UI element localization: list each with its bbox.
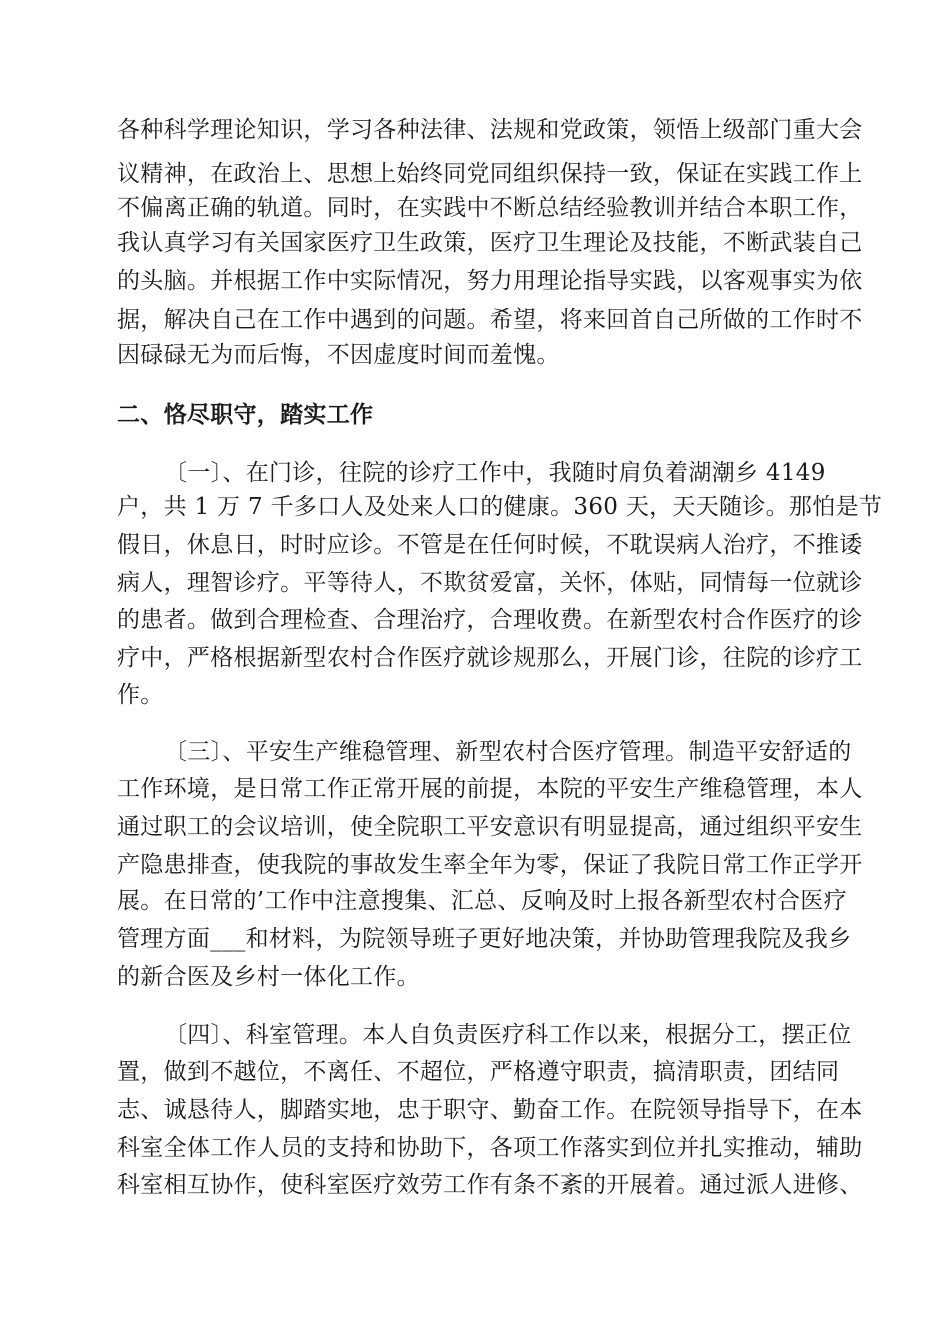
text-line: 置，做到不越位，不离任、不超位，严格遵守职责，搞清职责，团结同	[117, 1059, 840, 1085]
text-line: 户，共 1 万 7 千多口人及处来人口的健康。360 天，天天随诊。那怕是节	[117, 494, 883, 520]
text-line: 工作环境，是日常工作正常开展的前提，本院的平安生产维稳管理，本人	[117, 776, 863, 802]
text-line: 据，解决自己在工作中遇到的问题。希望，将来回首自己所做的工作时不	[117, 307, 863, 333]
text-line: 假日，休息日，时时应诊。不管是在任何时候，不耽误病人治疗，不推诿	[117, 532, 863, 558]
text-line: 作。	[117, 682, 164, 708]
text-line: 议精神，在政治上、思想上始终同党同组织保持一致，保证在实践工作上	[117, 161, 863, 187]
text-line: 病人，理智诊疗。平等待人，不欺贫爱富，关怀，体贴，同情每一位就诊	[117, 570, 863, 596]
text-line: 的新合医及乡村一体化工作。	[117, 964, 420, 990]
text-line: 〔四〕、科室管理。本人自负责医疗科工作以来，根据分工，摆正位	[164, 1022, 852, 1048]
text-line: 各种科学理论知识，学习各种法律、法规和党政策，领悟上级部门重大会	[117, 117, 863, 143]
text-line: 的患者。做到合理检查、合理治疗，合理收费。在新型农村合作医疗的诊	[117, 607, 863, 633]
text-line: 科室全体工作人员的支持和协助下，各项工作落实到位并扎实推动，辅助	[117, 1135, 863, 1161]
text-line: 科室相互协作，使科室医疗效劳工作有条不紊的开展着。通过派人进修、	[117, 1172, 863, 1198]
text-line: 产隐患排查，使我院的事故发生率全年为零，保证了我院日常工作正学开	[117, 852, 863, 878]
section-heading: 二、恪尽职守，踏实工作	[117, 401, 374, 428]
text-line: 〔三〕、平安生产维稳管理、新型农村合医疗管理。制造平安舒适的	[164, 739, 852, 765]
text-line: 〔一〕、在门诊，往院的诊疗工作中，我随时肩负着湖潮乡 4149	[164, 460, 826, 486]
text-line: 的头脑。并根据工作中实际情况，努力用理论指导实践，以客观事实为依	[117, 268, 863, 294]
text-line: 志、诚恳待人，脚踏实地，忠于职守、勤奋工作。在院领导指导下，在本	[117, 1097, 863, 1123]
text-line: 疗中，严格根据新型农村合作医疗就诊规那么，开展门诊，往院的诊疗工	[117, 645, 863, 671]
text-line: 因碌碌无为而后悔，不因虚度时间而羞愧。	[117, 342, 560, 368]
text-line: 展。在日常的’工作中注意搜集、汇总、反响及时上报各新型农村合医疗	[117, 888, 847, 914]
text-line: 不偏离正确的轨道。同时，在实践中不断总结经验教训并结合本职工作，	[117, 195, 863, 221]
text-line: 我认真学习有关国家医疗卫生政策，医疗卫生理论及技能，不断武装自己	[117, 230, 863, 256]
text-line: 管理方面___和材料，为院领导班子更好地决策，并协助管理我院及我乡	[117, 926, 852, 952]
text-line: 通过职工的会议培训，使全院职工平安意识有明显提高，通过组织平安生	[117, 814, 863, 840]
